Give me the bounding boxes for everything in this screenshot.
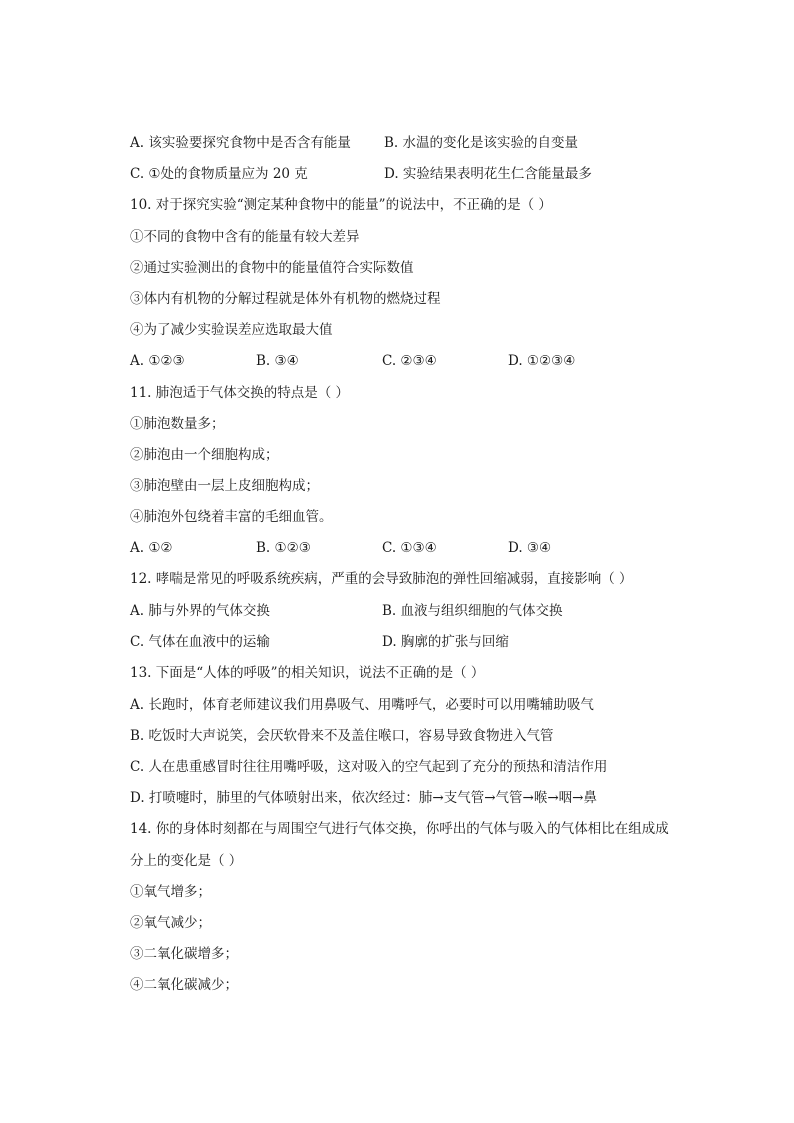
- q11-item-1: ①肺泡数量多；: [130, 416, 225, 432]
- q10-item-1: ①不同的食物中含有的能量有较大差异: [130, 229, 360, 245]
- q13-option-a: A. 长跑时，体育老师建议我们用鼻吸气、用嘴呼气，必要时可以用嘴辅助吸气: [130, 697, 594, 713]
- q14-item-1: ①氧气增多；: [130, 884, 211, 900]
- q9-option-b: B. 水温的变化是该实验的自变量: [384, 135, 579, 151]
- q14-item-3: ③二氧化碳增多；: [130, 946, 238, 962]
- q11-option-a: A. ①②: [130, 540, 173, 556]
- q10-stem: 10. 对于探究实验“测定某种食物中的能量”的说法中，不正确的是（ ）: [130, 197, 552, 213]
- q14-stem-line-2: 分上的变化是（ ）: [130, 853, 243, 869]
- q14-item-2: ②氧气减少；: [130, 915, 211, 931]
- q12-option-a: A. 肺与外界的气体交换: [130, 603, 270, 619]
- q11-option-c: C. ①③④: [382, 540, 437, 556]
- q12-stem: 12. 哮喘是常见的呼吸系统疾病，严重的会导致肺泡的弹性回缩减弱，直接影响（ ）: [130, 571, 633, 587]
- q11-option-d: D. ③④: [508, 540, 552, 556]
- q14-item-4: ④二氧化碳减少；: [130, 977, 238, 993]
- q11-item-4: ④肺泡外包绕着丰富的毛细血管。: [130, 509, 333, 525]
- q13-option-b: B. 吃饭时大声说笑，会厌软骨来不及盖住喉口，容易导致食物进入气管: [130, 728, 554, 744]
- q11-item-2: ②肺泡由一个细胞构成；: [130, 447, 279, 463]
- q13-option-d: D. 打喷嚏时，肺里的气体喷射出来，依次经过：肺→支气管→气管→喉→咽→鼻: [130, 790, 597, 806]
- q10-item-2: ②通过实验测出的食物中的能量值符合实际数值: [130, 260, 414, 276]
- q12-option-d: D. 胸廓的扩张与回缩: [382, 634, 509, 650]
- q12-option-b: B. 血液与组织细胞的气体交换: [382, 603, 563, 619]
- q10-option-b: B. ③④: [256, 353, 299, 369]
- q10-option-a: A. ①②③: [130, 353, 185, 369]
- q10-item-4: ④为了减少实验误差应选取最大值: [130, 322, 333, 338]
- q14-stem-line-1: 14. 你的身体时刻都在与周围空气进行气体交换，你呼出的气体与吸入的气体相比在组成成: [130, 821, 669, 837]
- q9-option-a: A. 该实验要探究食物中是否含有能量: [130, 135, 351, 151]
- q9-option-c: C. ①处的食物质量应为 20 克: [130, 166, 308, 182]
- q11-option-b: B. ①②③: [256, 540, 311, 556]
- q11-item-3: ③肺泡壁由一层上皮细胞构成；: [130, 478, 319, 494]
- q13-stem: 13. 下面是“人体的呼吸”的相关知识，说法不正确的是（ ）: [130, 665, 485, 681]
- q9-option-d: D. 实验结果表明花生仁含能量最多: [384, 166, 592, 182]
- q12-option-c: C. 气体在血液中的运输: [130, 634, 270, 650]
- q10-option-d: D. ①②③④: [508, 353, 576, 369]
- q10-option-c: C. ②③④: [382, 353, 437, 369]
- q13-option-c: C. 人在患重感冒时往往用嘴呼吸，这对吸入的空气起到了充分的预热和清洁作用: [130, 759, 608, 775]
- q10-item-3: ③体内有机物的分解过程就是体外有机物的燃烧过程: [130, 291, 441, 307]
- q11-stem: 11. 肺泡适于气体交换的特点是（ ）: [130, 385, 350, 401]
